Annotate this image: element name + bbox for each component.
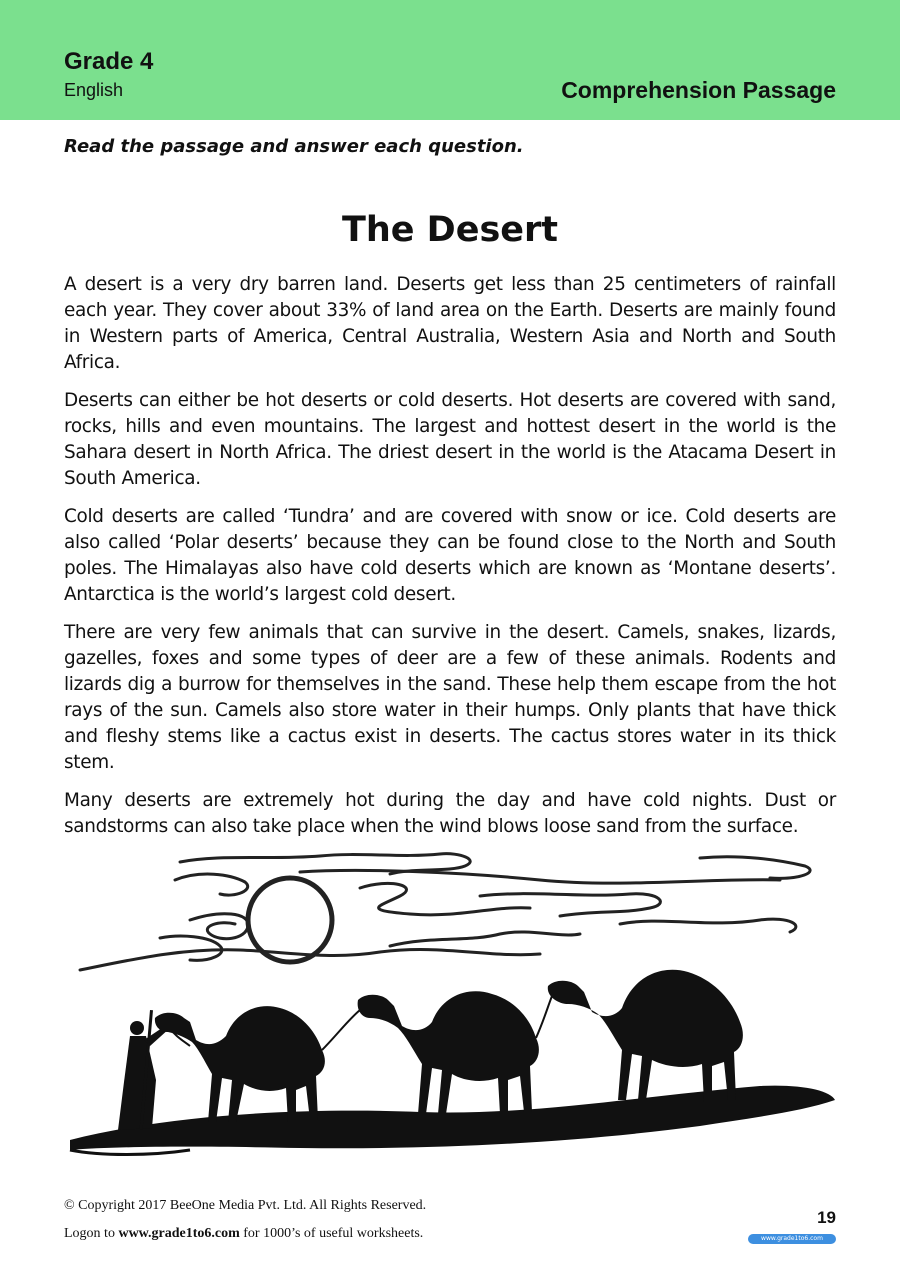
instruction-text: Read the passage and answer each question. [64,136,524,157]
paragraph-4: There are very few animals that can survive in the desert. Camels, snakes, lizards, gazelles, foxes and some types of deer are a few of these animals. Rodents and lizards dig a burrow for themselves in the sand. These help them escape from the hot rays of the sun. Camels also store water in their humps. Only plants that have thick and fleshy stems like a cactus exist in deserts. The cactus stores water in its thick stem. [64,622,836,773]
passage [64,272,836,852]
header-banner [0,0,900,120]
website-link[interactable]: www.grade1to6.com [118,1226,240,1241]
subject-label: English [64,80,124,100]
page-number: 19 [817,1208,836,1227]
sand-ground [70,1086,835,1150]
sun-icon [248,878,332,962]
page-title: The Desert [341,210,559,250]
paragraph-2: Deserts can either be hot deserts or cold deserts. Hot deserts are covered with sand, rocks, hills and even mountains. The largest and hottest desert in the world is the Sahara desert in North Africa. The driest desert in the world is the Atacama Desert in South America. [64,390,836,489]
logon-suffix: for 1000’s of useful worksheets. [239,1226,424,1241]
paragraph-3: Cold deserts are called ‘Tundra’ and are covered with snow or ice. Cold deserts are also called ‘Polar deserts’ because they can be found close to the North and South poles. The Himalayas also have cold deserts which are known as ‘Montane deserts’. Antarctica is the world’s largest cold desert. [64,506,836,605]
paragraph-1: A desert is a very dry barren land. Deserts get less than 25 centimeters of rainfall each year. They cover about 33% of land area on the Earth. Deserts are mainly found in Western parts of America, Central Australia, Western Asia and North and South Africa. [64,274,836,373]
logon-prefix: Logon to [64,1226,119,1241]
logon-text [64,1226,423,1242]
section-label: Comprehension Passage [561,77,836,103]
camel-silhouette [155,1006,325,1122]
grade-label: Grade 4 [64,48,154,75]
camel-silhouette [548,970,743,1102]
paragraph-5: Many deserts are extremely hot during the day and have cold nights. Dust or sandstorms can also take place when the wind blows loose sand from the surface. [64,790,836,837]
copyright-text: © Copyright 2017 BeeOne Media Pvt. Ltd. All Rights Reserved. [64,1198,427,1213]
desert-camel-illustration [60,850,840,1180]
website-badge: www.grade1to6.com [748,1234,836,1244]
camel-silhouette [358,991,539,1114]
wind-swirls [80,854,810,970]
